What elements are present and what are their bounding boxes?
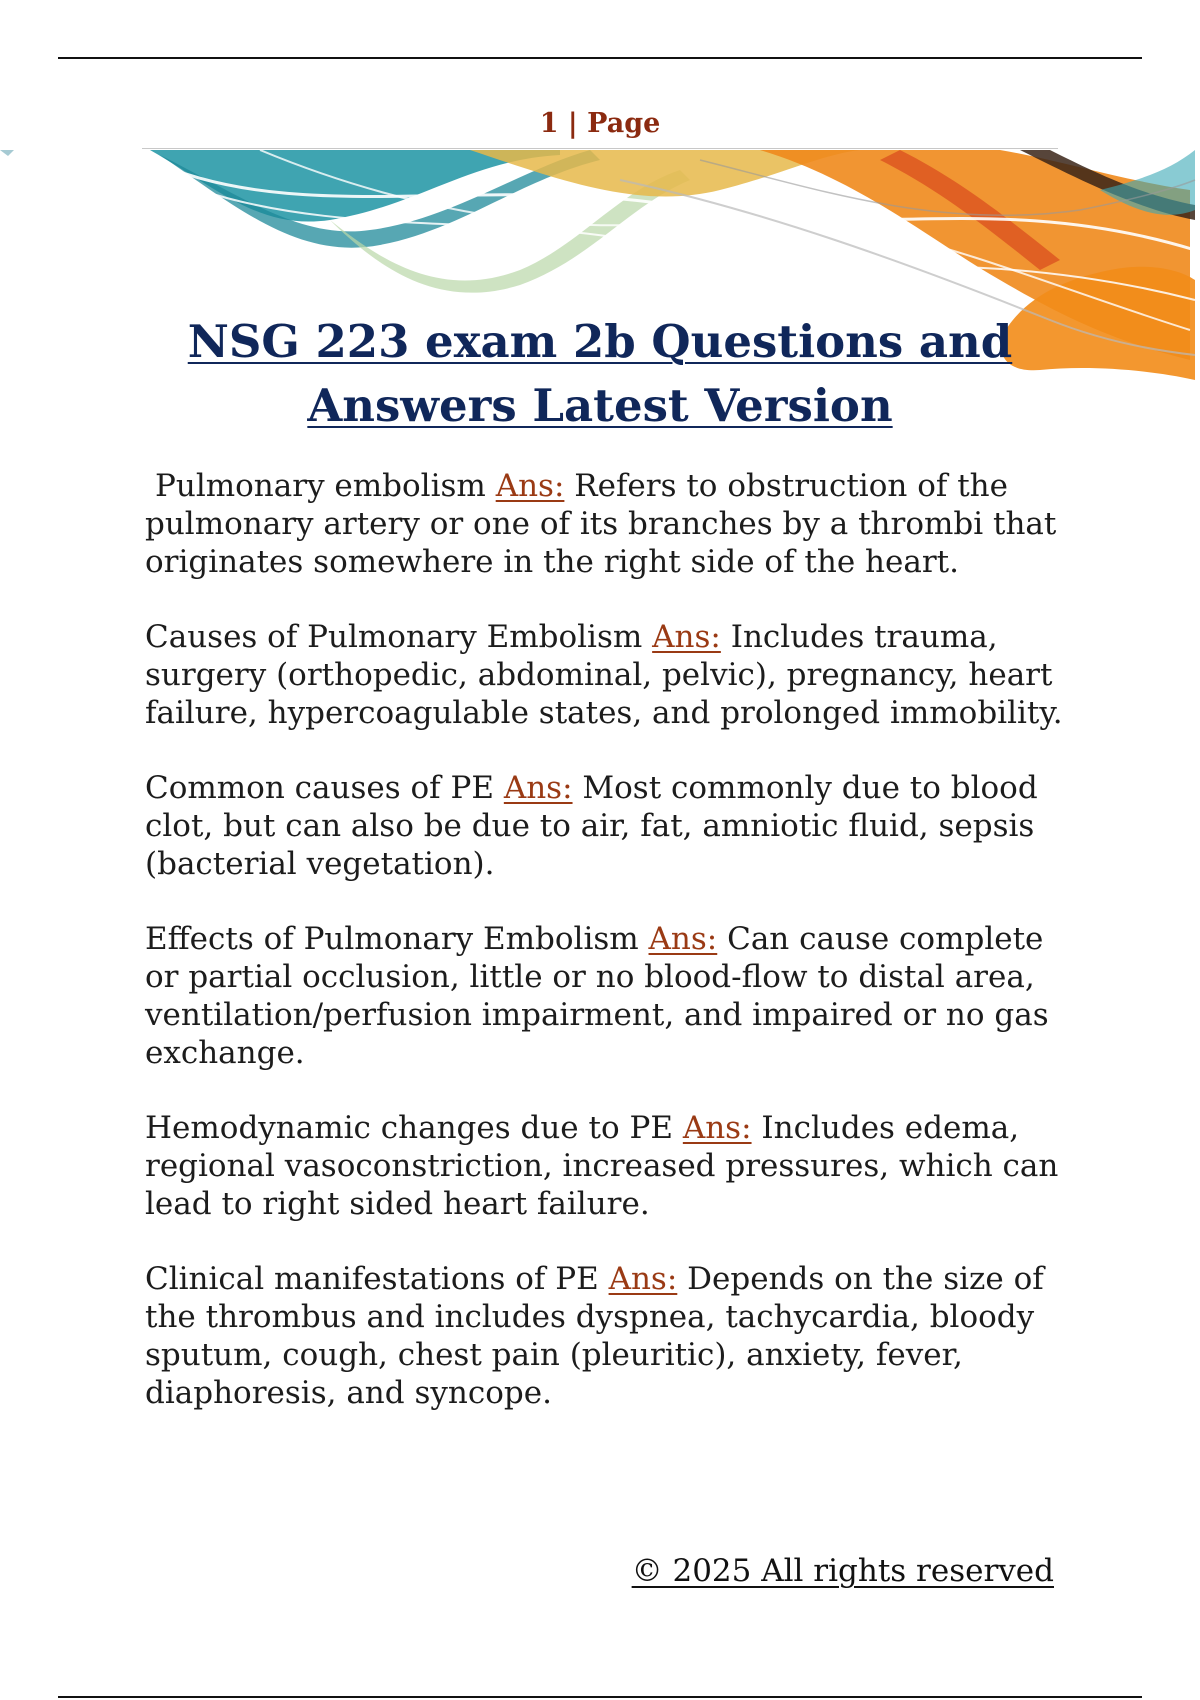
header-divider	[142, 148, 1058, 149]
qa-entry	[145, 467, 1065, 581]
qa-entry	[145, 769, 1065, 883]
qa-entry	[145, 920, 1065, 1072]
bottom-rule	[58, 1696, 1142, 1698]
ans-label: Ans:	[503, 770, 573, 806]
copyright-footer: © 2025 All rights reserved	[631, 1553, 1054, 1589]
ans-label: Ans:	[652, 619, 721, 655]
qa-entry	[145, 1260, 1065, 1412]
qa-answer: Includes edema, regional vasoconstriction, increased pressures, which can lead to right sided heart failure.	[145, 1110, 1059, 1222]
qa-entry	[145, 1109, 1065, 1223]
qa-answer: Most commonly due to blood clot, but can also be due to air, fat, amniotic fluid, sepsis (bacterial vegetation).	[145, 770, 1038, 882]
top-rule	[58, 57, 1142, 59]
qa-answer: Can cause complete or partial occlusion, little or no blood-flow to distal area, ventilation/perfusion impairment, and impaired or no gas exchange.	[145, 921, 1049, 1071]
ans-label: Ans:	[608, 1261, 678, 1297]
title-line-2: Answers Latest Version	[307, 379, 893, 432]
qa-term: Common causes of PE	[145, 770, 494, 806]
qa-answer: Refers to obstruction of the pulmonary artery or one of its branches by a thrombi that originates somewhere in the right side of the heart.	[145, 468, 1057, 580]
qa-answer: Includes trauma, surgery (orthopedic, abdominal, pelvic), pregnancy, heart failure, hypercoagulable states, and prolonged immobility.	[145, 619, 1063, 731]
title-line-1: NSG 223 exam 2b Questions and	[187, 315, 1013, 368]
qa-term: Clinical manifestations of PE	[145, 1261, 599, 1297]
qa-term: Effects of Pulmonary Embolism	[145, 921, 639, 957]
page-number: 1 | Page	[539, 108, 661, 139]
qa-answer: Depends on the size of the thrombus and includes dyspnea, tachycardia, bloody sputum, cough, chest pain (pleuritic), anxiety, fever, diaphoresis, and syncope.	[145, 1261, 1044, 1411]
qa-term: Causes of Pulmonary Embolism	[145, 619, 643, 655]
ans-label: Ans:	[495, 468, 565, 504]
ans-label: Ans:	[682, 1110, 752, 1146]
ans-label: Ans:	[648, 921, 718, 957]
qa-term: Pulmonary embolism	[155, 468, 486, 504]
qa-content	[145, 467, 1065, 1449]
qa-entry	[145, 618, 1065, 732]
document-title	[140, 310, 1060, 438]
qa-term: Hemodynamic changes due to PE	[145, 1110, 673, 1146]
left-edge-accent	[0, 150, 14, 156]
